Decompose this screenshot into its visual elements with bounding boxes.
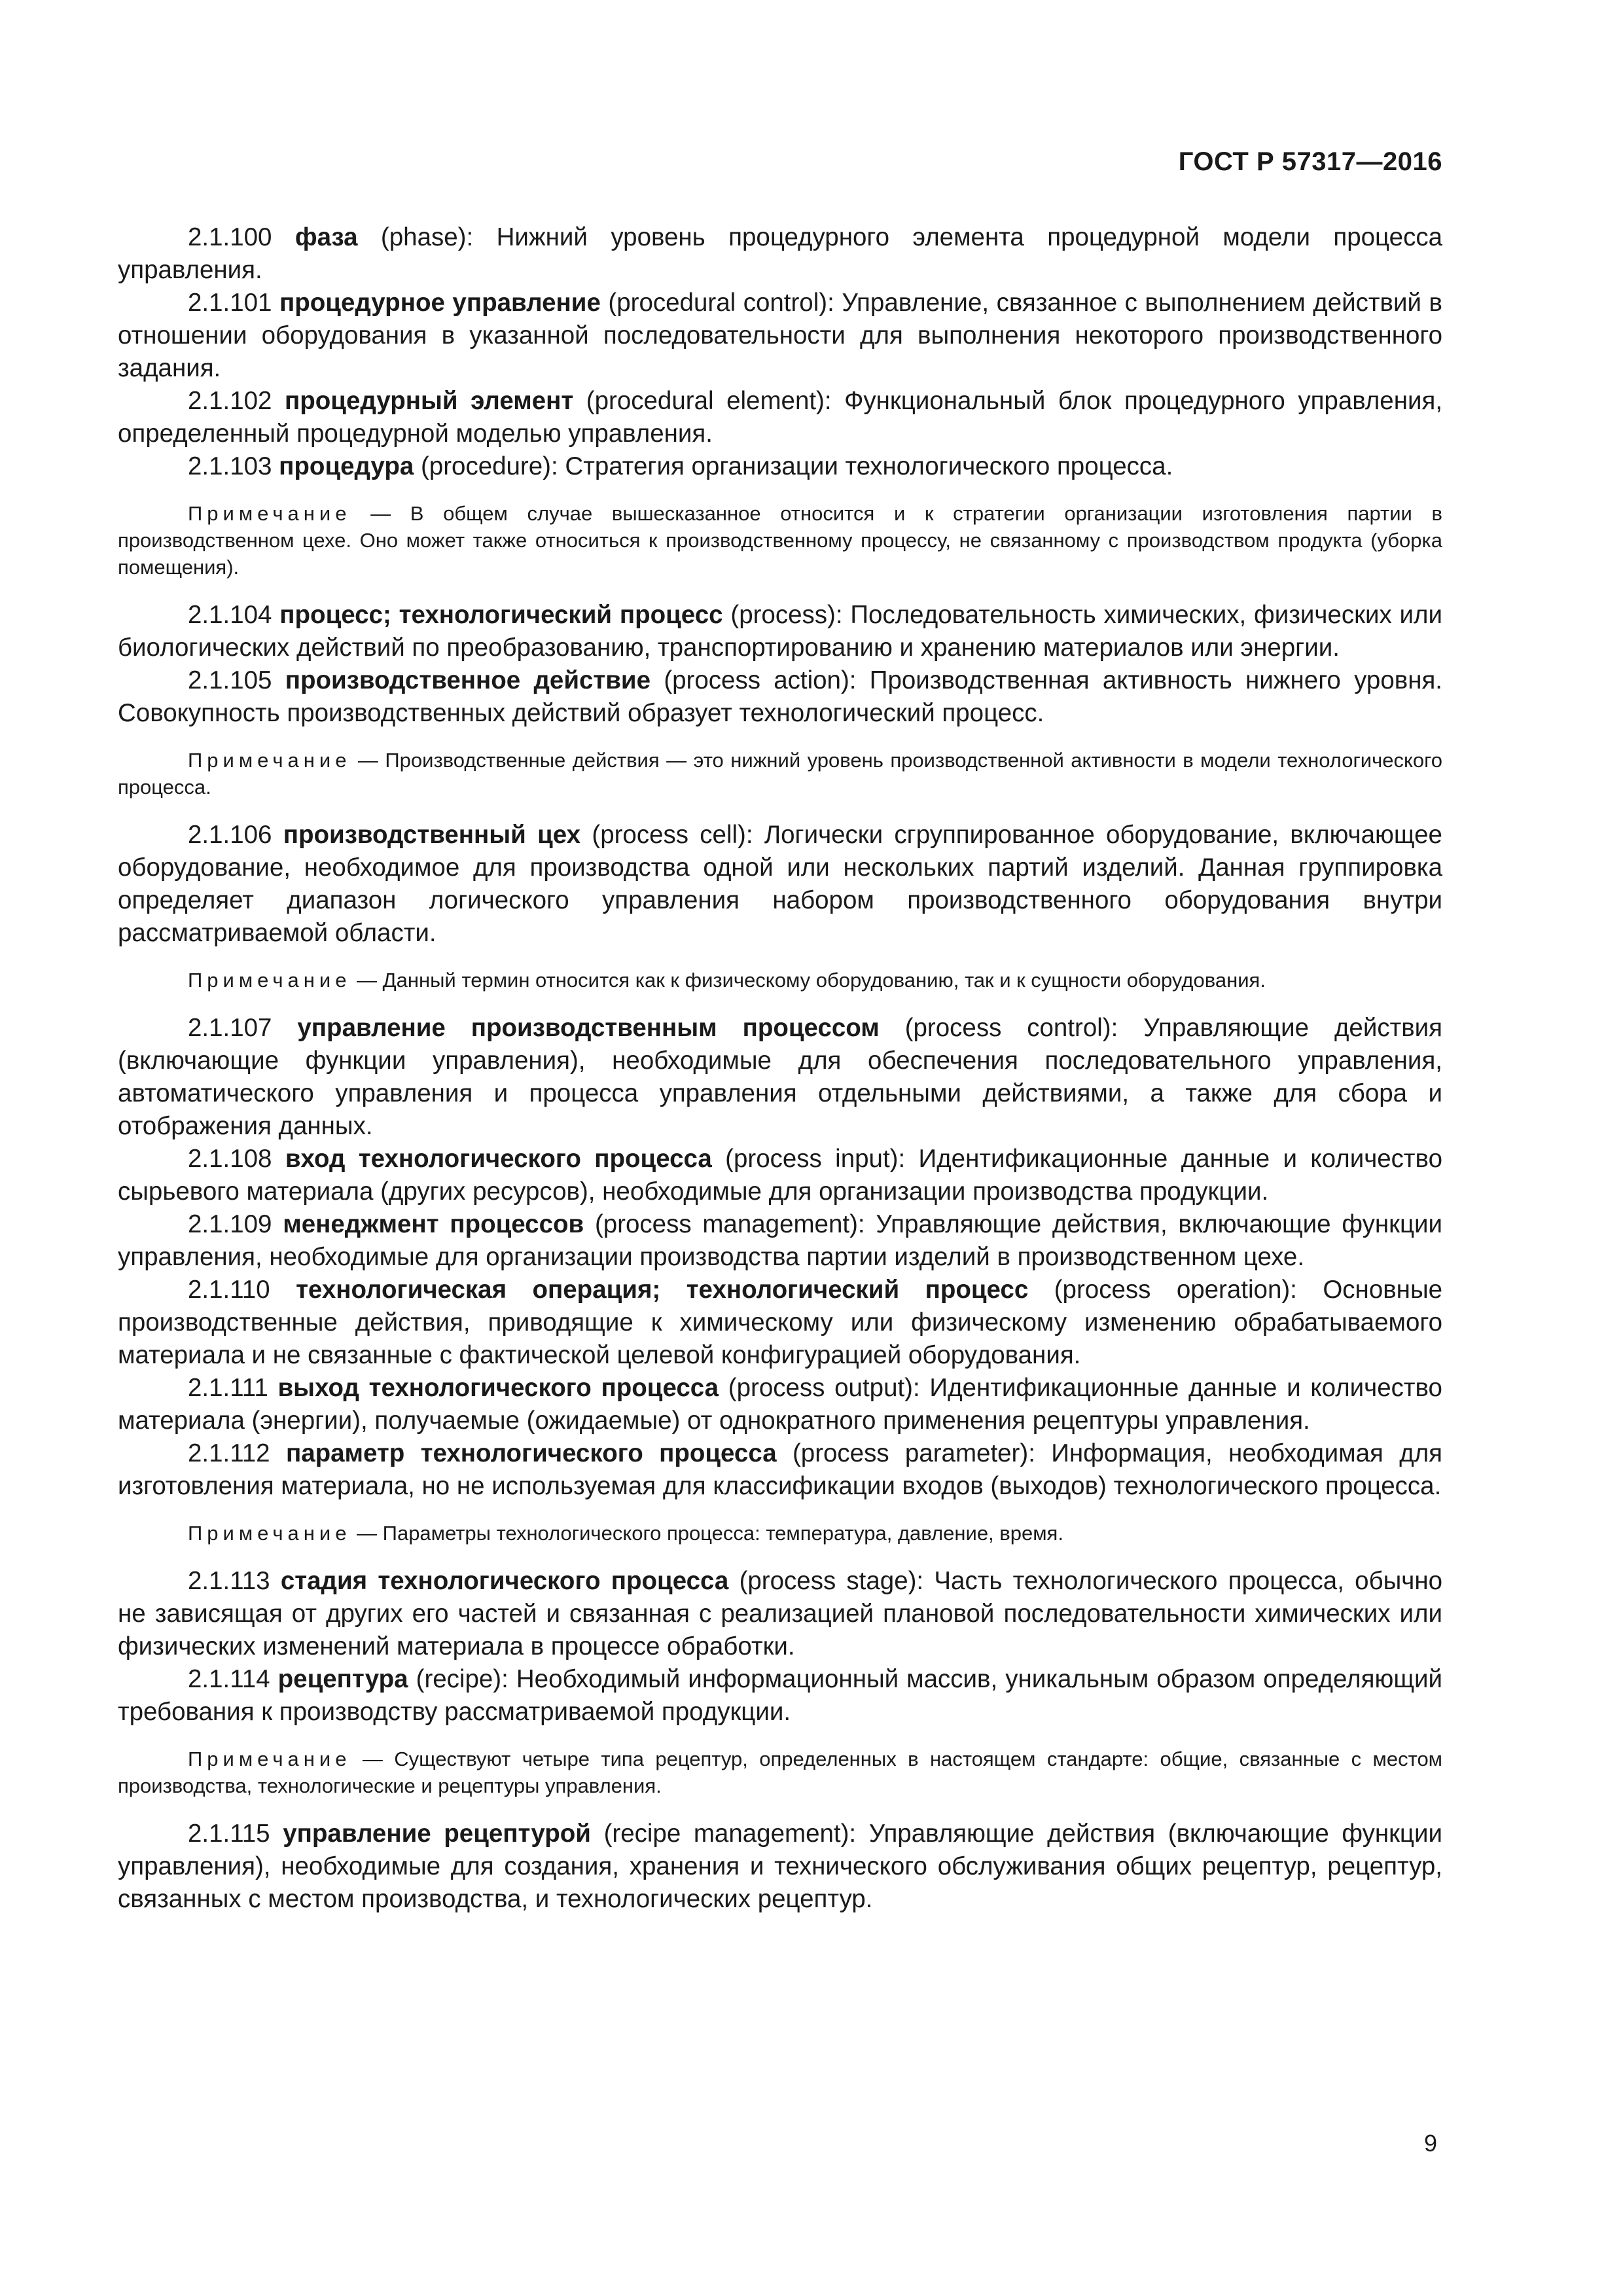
term-name: процедура <box>279 452 414 480</box>
term-definition: Информация, необходимая для изготовления материала, но не используемая для классификации входов (выходов) технологического процесса. <box>118 1439 1443 1500</box>
term-name: процедурный элемент <box>285 387 574 415</box>
term-definition: Функциональный блок процедурного управления, определенный процедурной моделью управления. <box>118 387 1443 448</box>
page-number: 9 <box>1423 2130 1437 2157</box>
term-name: производственный цех <box>283 821 581 849</box>
term-entry <box>118 819 1442 950</box>
term-number: 2.1.100 <box>188 223 272 251</box>
term-number: 2.1.114 <box>188 1665 270 1693</box>
term-definition: Нижний уровень процедурного элемента процедурной модели процесса управления. <box>118 223 1443 284</box>
term-english: (process cell): <box>592 821 753 849</box>
term-number: 2.1.108 <box>188 1145 272 1173</box>
term-number: 2.1.110 <box>188 1276 270 1304</box>
note-label: Примечание <box>188 1522 351 1545</box>
term-number: 2.1.112 <box>188 1439 270 1467</box>
note-dash: — <box>351 1522 383 1545</box>
note <box>118 500 1442 581</box>
term-definition: Управление, связанное с выполнением действий в отношении оборудования в указанной последовательности для выполнения некоторого производственного задания. <box>118 289 1443 382</box>
term-english: (recipe): <box>416 1665 508 1693</box>
note-text: Производственные действия — это нижний уровень производственной активности в модели технологического процесса. <box>118 749 1442 798</box>
term-name: технологическая операция; технологический процесс <box>296 1276 1029 1304</box>
term-number: 2.1.115 <box>188 1820 270 1848</box>
term-entry <box>118 1012 1442 1143</box>
term-definition: Идентификационные данные и количество материала (энергии), получаемые (ожидаемые) от однократного применения рецептуры управления. <box>118 1374 1442 1435</box>
term-definition: Основные производственные действия, приводящие к химическому или физическому изменению обрабатываемого материала и не связанные с фактической целевой конфигурацией оборудования. <box>118 1276 1443 1369</box>
note <box>118 967 1442 994</box>
term-english: (process input): <box>725 1145 906 1173</box>
term-entry <box>118 1143 1442 1208</box>
term-name: рецептура <box>277 1665 408 1693</box>
note-label: Примечание <box>188 502 351 525</box>
term-definition: Часть технологического процесса, обычно не зависящая от других его частей и связанная с реализацией плановой последовательности химических или физических изменений материала в процессе обработки. <box>118 1567 1443 1660</box>
term-name: производственное действие <box>285 666 651 694</box>
note-text: Параметры технологического процесса: температура, давление, время. <box>382 1522 1063 1545</box>
term-definition: Управляющие действия (включающие функции управления), необходимые для обеспечения последовательного управления, автоматического управления и процесса управления отдельными действиями, а также для сбора и отображения данных. <box>118 1014 1443 1140</box>
term-name: стадия технологического процесса <box>280 1567 729 1595</box>
term-name: вход технологического процесса <box>285 1145 712 1173</box>
term-name: параметр технологического процесса <box>285 1439 777 1467</box>
term-name: управление рецептурой <box>283 1820 591 1848</box>
term-number: 2.1.106 <box>188 821 272 849</box>
note <box>118 1746 1442 1799</box>
term-english: (process): <box>730 601 843 629</box>
note-dash: — <box>351 969 383 992</box>
term-english: (procedural control): <box>608 289 834 317</box>
term-entry <box>118 287 1442 385</box>
term-name: управление производственным процессом <box>297 1014 880 1042</box>
term-definition: Необходимый информационный массив, уникальным образом определяющий требования к производству рассматриваемой продукции. <box>118 1665 1443 1726</box>
term-definition: Идентификационные данные и количество сырьевого материала (других ресурсов), необходимые для организации производства продукции. <box>118 1145 1442 1206</box>
terms-list <box>118 221 1442 1916</box>
note-label: Примечание <box>188 969 351 992</box>
note-label: Примечание <box>188 1748 351 1770</box>
term-english: (recipe management): <box>603 1820 857 1848</box>
term-number: 2.1.107 <box>188 1014 272 1042</box>
term-english: (procedure): <box>420 452 558 480</box>
note-label: Примечание <box>188 749 351 772</box>
term-entry <box>118 450 1442 483</box>
standard-header: ГОСТ Р 57317—2016 <box>1178 147 1442 176</box>
term-entry <box>118 1274 1442 1372</box>
term-name: процесс; технологический процесс <box>279 601 723 629</box>
term-english: (process parameter): <box>792 1439 1035 1467</box>
term-number: 2.1.102 <box>188 387 272 415</box>
term-entry <box>118 1565 1442 1663</box>
term-entry <box>118 1437 1442 1503</box>
term-english: (process output): <box>728 1374 920 1402</box>
term-entry <box>118 1372 1442 1437</box>
term-entry <box>118 664 1442 730</box>
term-definition: Последовательность химических, физических или биологических действий по преобразованию, транспортированию и хранению материалов или энергии. <box>118 601 1443 662</box>
note <box>118 1520 1442 1547</box>
term-definition: Управляющие действия (включающие функции управления), необходимые для создания, хранения и технического обслуживания общих рецептур, рецептур, связанных с местом производства, и технологических рецептур. <box>118 1820 1442 1913</box>
term-english: (process control): <box>904 1014 1118 1042</box>
term-entry <box>118 1818 1442 1916</box>
term-name: выход технологического процесса <box>277 1374 719 1402</box>
term-definition: Логически сгруппированное оборудование, включающее оборудование, необходимое для производства одной или нескольких партий изделий. Данная группировка определяет диапазон логического управления набором производственного оборудования внутри рассматриваемой области. <box>118 821 1442 947</box>
term-english: (process operation): <box>1054 1276 1297 1304</box>
term-english: (phase): <box>380 223 474 251</box>
term-definition: Стратегия организации технологического процесса. <box>565 452 1173 480</box>
term-number: 2.1.101 <box>188 289 272 317</box>
term-definition: Управляющие действия, включающие функции управления, необходимые для организации производства партии изделий в производственном цехе. <box>118 1210 1443 1271</box>
term-number: 2.1.109 <box>188 1210 272 1238</box>
term-name: менеджмент процессов <box>283 1210 584 1238</box>
term-number: 2.1.103 <box>188 452 272 480</box>
note-dash: — <box>351 502 410 525</box>
note <box>118 747 1442 800</box>
term-entry <box>118 1663 1442 1729</box>
term-number: 2.1.105 <box>188 666 272 694</box>
term-english: (procedural element): <box>586 387 832 415</box>
term-english: (process management): <box>594 1210 865 1238</box>
term-name: процедурное управление <box>279 289 601 317</box>
term-entry <box>118 385 1442 450</box>
term-number: 2.1.113 <box>188 1567 270 1595</box>
term-english: (process action): <box>664 666 857 694</box>
term-entry <box>118 221 1442 287</box>
note-dash: — <box>351 749 385 772</box>
note-dash: — <box>351 1748 395 1770</box>
term-english: (process stage): <box>739 1567 924 1595</box>
term-definition: Производственная активность нижнего уровня. Совокупность производственных действий образует технологический процесс. <box>118 666 1443 727</box>
note-text: Существуют четыре типа рецептур, определенных в настоящем стандарте: общие, связанные с местом производства, технологические и рецептуры управления. <box>118 1748 1442 1797</box>
note-text: В общем случае вышесказанное относится и к стратегии организации изготовления партии в производственном цехе. Оно может также относиться к производственному процессу, не связанному с производством продукта (уборка помещения). <box>118 502 1443 579</box>
term-entry <box>118 599 1442 664</box>
note-text: Данный термин относится как к физическому оборудованию, так и к сущности оборудования. <box>382 969 1266 992</box>
term-number: 2.1.104 <box>188 601 272 629</box>
term-number: 2.1.111 <box>188 1374 268 1402</box>
term-entry <box>118 1208 1442 1274</box>
term-name: фаза <box>294 223 358 251</box>
